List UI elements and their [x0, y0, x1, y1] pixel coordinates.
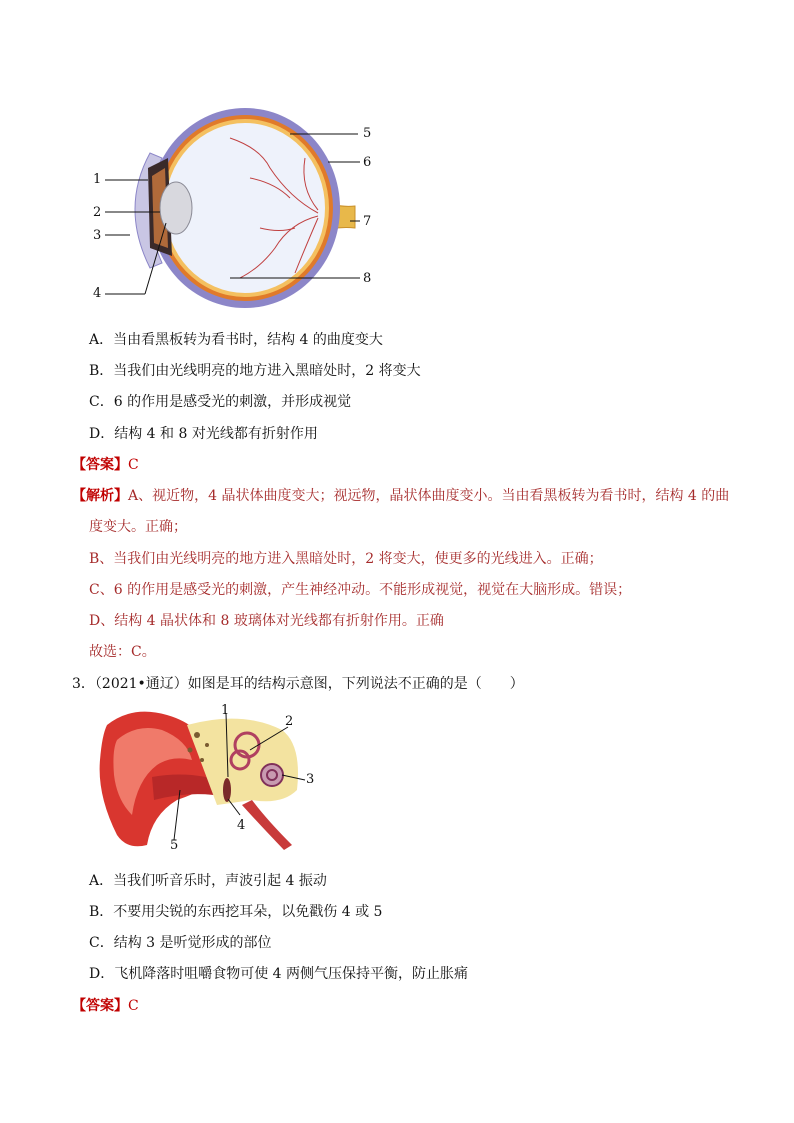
eye-structure-diagram	[90, 98, 390, 313]
ear-label-1: 1	[221, 703, 230, 718]
q2-option-d: D．结构 4 和 8 对光线都有折射作用	[89, 426, 318, 442]
q2-option-b: B．当我们由光线明亮的地方进入黑暗处时，2 将变大	[89, 363, 421, 379]
answer-label: 【答案】	[72, 457, 128, 473]
q3-answer	[72, 996, 139, 1016]
ear-label-2: 2	[285, 714, 294, 729]
answer-value: C	[128, 457, 139, 473]
q3-option-b: B．不要用尖锐的东西挖耳朵，以免戳伤 4 或 5	[89, 904, 383, 920]
eye-label-5: 5	[363, 126, 372, 141]
q3-option-d: D．飞机降落时咀嚼食物可使 4 两侧气压保持平衡，防止胀痛	[89, 966, 469, 982]
q2-option-c: C．6 的作用是感受光的刺激，并形成视觉	[89, 394, 352, 410]
q3-option-c: C．结构 3 是听觉形成的部位	[89, 935, 272, 951]
q2-analysis-line-5: D、结构 4 晶状体和 8 玻璃体对光线都有折射作用。正确	[89, 613, 444, 629]
answer-label: 【答案】	[72, 998, 128, 1014]
q3-stem: 3．（2021•通辽）如图是耳的结构示意图，下列说法不正确的是（ ）	[72, 676, 524, 692]
eye-label-2: 2	[93, 205, 102, 220]
eye-label-7: 7	[363, 214, 372, 229]
eye-label-6: 6	[363, 155, 372, 170]
analysis-label: 【解析】	[72, 488, 128, 504]
q2-answer	[72, 455, 139, 475]
q2-conclusion: 故选：C。	[89, 644, 156, 660]
q2-option-a: A．当由看黑板转为看书时，结构 4 的曲度变大	[89, 332, 383, 348]
q2-analysis-line-1	[72, 486, 729, 506]
analysis-text: A、视近物，4 晶状体曲度变大；视远物，晶状体曲度变小。当由看黑板转为看书时，结构 4 的曲	[128, 488, 730, 504]
eye-label-1: 1	[93, 172, 102, 187]
eye-label-3: 3	[93, 228, 102, 243]
answer-value: C	[128, 998, 139, 1014]
q2-analysis-line-3: B、当我们由光线明亮的地方进入黑暗处时，2 将变大，使更多的光线进入。正确；	[89, 551, 603, 567]
q2-analysis-line-2: 度变大。正确；	[89, 519, 187, 535]
eye-label-8: 8	[363, 271, 372, 286]
ear-label-4: 4	[237, 818, 246, 833]
q2-analysis-line-4: C、6 的作用是感受光的刺激，产生神经冲动。不能形成视觉，视觉在大脑形成。错误；	[89, 582, 632, 598]
ear-label-5: 5	[170, 838, 179, 853]
ear-label-3: 3	[306, 772, 315, 787]
eye-label-4: 4	[93, 286, 102, 301]
q3-option-a: A．当我们听音乐时，声波引起 4 振动	[89, 873, 327, 889]
